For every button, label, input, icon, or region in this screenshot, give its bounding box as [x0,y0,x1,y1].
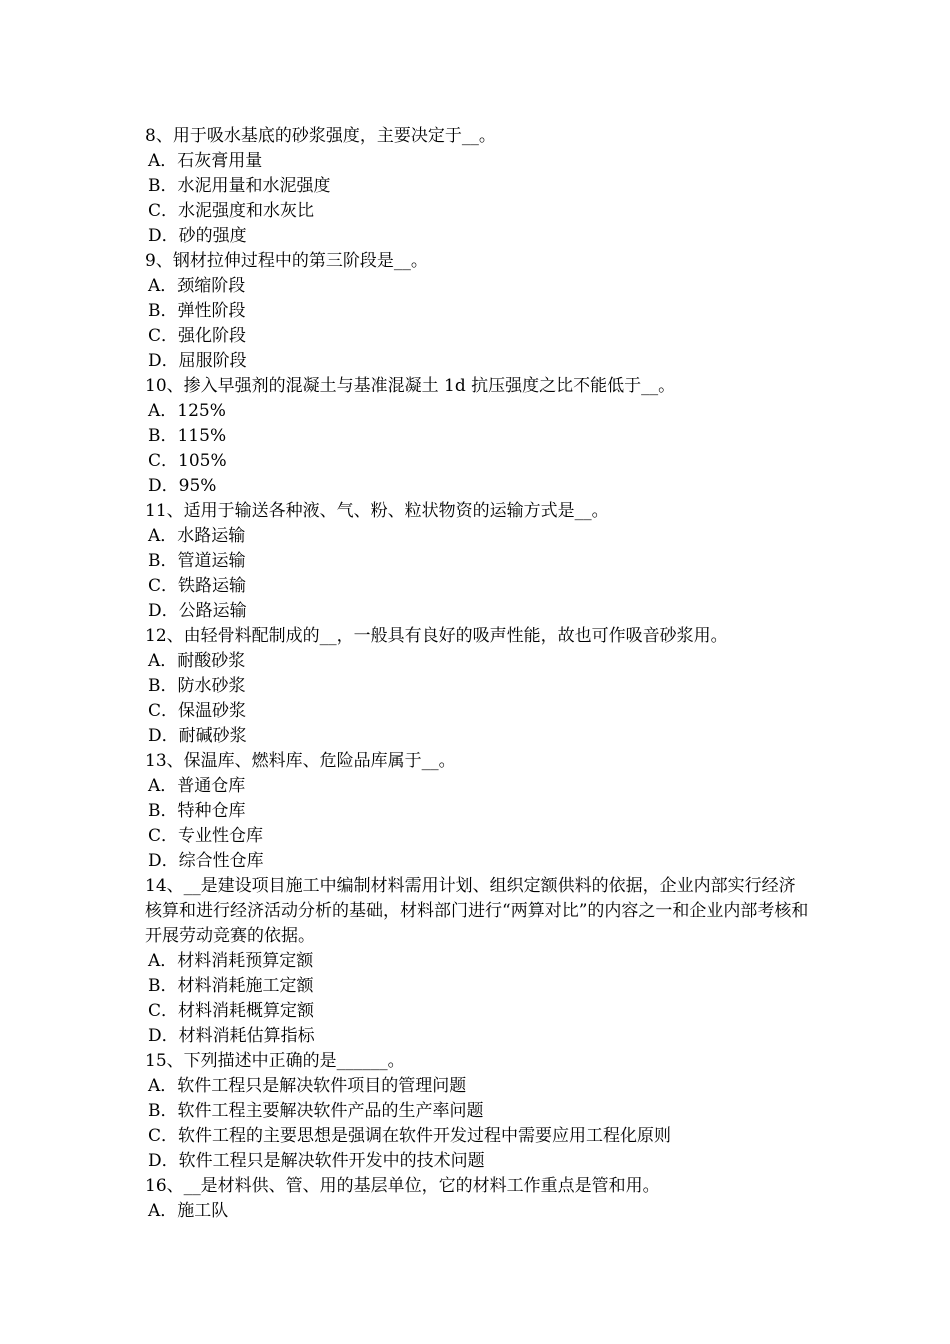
question-text: 12、由轻骨料配制成的__，一般具有良好的吸声性能，故也可作吸音砂浆用。 [145,626,728,646]
answer-option: D．公路运输 [148,601,247,621]
question-text: 11、适用于输送各种液、气、粉、粒状物资的运输方式是__。 [145,501,609,521]
question-text: 16、__是材料供、管、用的基层单位，它的材料工作重点是管和用。 [145,1176,660,1196]
answer-option: B．材料消耗施工定额 [148,976,314,996]
question-block [145,249,810,374]
answer-option: D．砂的强度 [148,226,247,246]
question-text: 10、掺入早强剂的混凝土与基准混凝土 1d 抗压强度之比不能低于__。 [145,376,676,396]
question-block [145,1174,810,1224]
answer-option: B．弹性阶段 [148,301,246,321]
question-text: 9、钢材拉伸过程中的第三阶段是__。 [145,251,428,271]
question-text: 8、用于吸水基底的砂浆强度，主要决定于__。 [145,126,496,146]
question-block [145,124,810,249]
answer-option: A．耐酸砂浆 [148,651,246,671]
question-text: 15、下列描述中正确的是______。 [145,1051,405,1071]
answer-option: C．专业性仓库 [148,826,264,846]
answer-option: B．软件工程主要解决软件产品的生产率问题 [148,1101,484,1121]
answer-option: C．水泥强度和水灰比 [148,201,315,221]
answer-option: A．软件工程只是解决软件项目的管理问题 [148,1076,467,1096]
answer-option: C．保温砂浆 [148,701,247,721]
answer-option: D．屈服阶段 [148,351,247,371]
question-block [145,874,810,1049]
answer-option: A．125% [148,401,226,421]
question-text: 13、保温库、燃料库、危险品库属于__。 [145,751,456,771]
answer-option: D．材料消耗估算指标 [148,1026,315,1046]
answer-option: D．软件工程只是解决软件开发中的技术问题 [148,1151,485,1171]
answer-option: A．石灰膏用量 [148,151,263,171]
answer-option: D．综合性仓库 [148,851,264,871]
answer-option: B．管道运输 [148,551,246,571]
question-block [145,374,810,499]
answer-option: A．普通仓库 [148,776,246,796]
question-text: 14、__是建设项目施工中编制材料需用计划、组织定额供料的依据，企业内部实行经济核算和进行经济活动分析的基础，材料部门进行“两算对比”的内容之一和企业内部考核和开展劳动竞赛的依据。 [145,876,809,946]
answer-option: B．特种仓库 [148,801,246,821]
answer-option: A．颈缩阶段 [148,276,246,296]
answer-option: C．强化阶段 [148,326,247,346]
answer-option: C．105% [148,451,227,471]
question-block [145,1049,810,1174]
answer-option: C．软件工程的主要思想是强调在软件开发过程中需要应用工程化原则 [148,1126,672,1146]
question-block [145,499,810,624]
answer-option: C．铁路运输 [148,576,247,596]
question-block [145,749,810,874]
answer-option: D．耐碱砂浆 [148,726,247,746]
answer-option: A．水路运输 [148,526,246,546]
question-block [145,624,810,749]
answer-option: B．115% [148,426,227,446]
answer-option: A．材料消耗预算定额 [148,951,314,971]
question-list [145,124,810,1224]
answer-option: A．施工队 [148,1201,229,1221]
answer-option: B．水泥用量和水泥强度 [148,176,331,196]
answer-option: C．材料消耗概算定额 [148,1001,315,1021]
answer-option: D．95% [148,476,217,496]
answer-option: B．防水砂浆 [148,676,246,696]
